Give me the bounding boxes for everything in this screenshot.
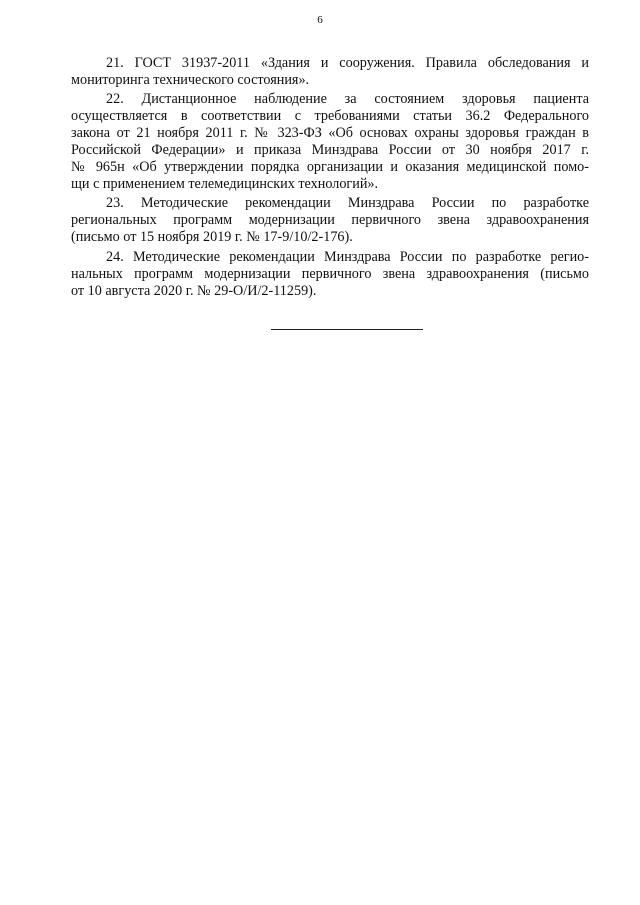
item-23-line-2: региональных программ модернизации первичного звена здравоохранения [71,212,589,228]
item-22-line-4: Российской Федерации» и приказа Минздрава России от 30 ноября 2017 г. [71,142,589,158]
closing-divider-line [271,329,423,330]
item-22-line-2: осуществляется в соответствии с требованиями статьи 36.2 Федерального [71,108,589,124]
item-21-line-2: мониторинга технического состояния». [71,72,310,88]
item-21-line-1: 21. ГОСТ 31937-2011 «Здания и сооружения. Правила обследования и [106,55,589,71]
item-23-line-3: (письмо от 15 ноября 2019 г. № 17-9/10/2-176). [71,229,353,245]
item-24-line-2: нальных программ модернизации первичного звена здравоохранения (письмо [71,266,589,282]
item-22-line-5: № 965н «Об утверждении порядка организации и оказания медицинской помо- [71,159,589,175]
page-number: 6 [317,14,323,26]
item-22-line-6: щи с применением телемедицинских технологий». [71,176,379,192]
item-24-line-1: 24. Методические рекомендации Минздрава России по разработке регио- [106,249,589,265]
item-22-line-3: закона от 21 ноября 2011 г. № 323-ФЗ «Об основах охраны здоровья граждан в [71,125,589,141]
item-22-line-1: 22. Дистанционное наблюдение за состоянием здоровья пациента [106,91,589,107]
item-24-line-3: от 10 августа 2020 г. № 29-О/И/2-11259). [71,283,317,299]
item-23-line-1: 23. Методические рекомендации Минздрава России по разработке [106,195,589,211]
